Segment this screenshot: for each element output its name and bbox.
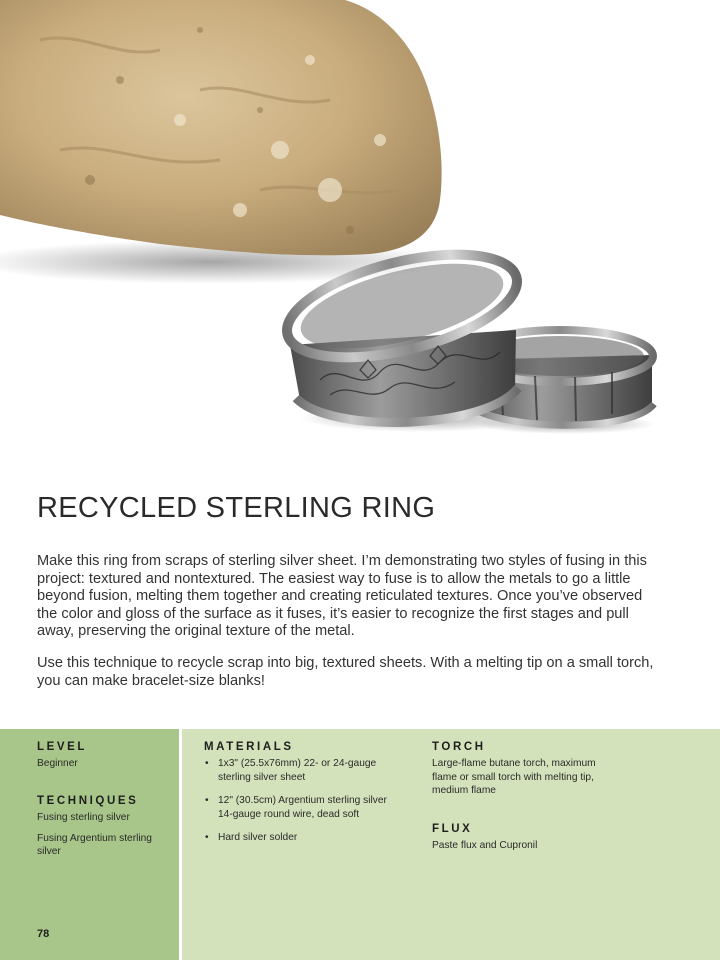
intro-text [37, 553, 657, 704]
flux-heading: FLUX [432, 823, 473, 835]
techniques-heading: TECHNIQUES [37, 795, 139, 807]
materials-list [204, 757, 404, 845]
level-section [37, 741, 172, 771]
intro-paragraph-1: Make this ring from scraps of sterling silver sheet. I’m demonstrating two styles of fusing in this project: textured and nontextured. The easiest way to fuse is to allow the metals to go a little beyond fusion, melting them together and creating reticulated textures. Once you’ve observed the color and gloss of the surface as it fuses, it’s easier to recognize the first stages and pull away, preserving the original texture of the metal. [37, 553, 647, 640]
flux-section [432, 823, 612, 853]
material-item: • 12" (30.5cm) Argentium sterling silver 14-gauge round wire, dead soft [204, 794, 404, 821]
level-heading: LEVEL [37, 741, 88, 753]
materials-section [204, 741, 404, 855]
technique-item: Fusing sterling silver [37, 812, 130, 823]
torch-section [432, 741, 612, 798]
intro-paragraph-2: Use this technique to recycle scrap into big, textured sheets. With a melting tip on a small torch, you can make bracelet-size blanks! [37, 654, 654, 689]
rings-on-rock-illustration [0, 0, 720, 470]
page-title: RECYCLED STERLING RING [37, 492, 436, 524]
hero-photo [0, 0, 720, 470]
torch-value: Large-flame butane torch, maximum flame or small torch with melting tip, medium flame [432, 758, 596, 797]
material-item: • Hard silver solder [204, 831, 404, 845]
page-number: 78 [37, 928, 50, 940]
technique-item: Fusing Argentium sterling silver [37, 832, 152, 858]
techniques-section [37, 795, 172, 866]
level-value: Beginner [37, 758, 78, 769]
torch-heading: TORCH [432, 741, 486, 753]
panel-divider [179, 729, 182, 960]
materials-heading: MATERIALS [204, 741, 294, 753]
material-item: • 1x3" (25.5x76mm) 22- or 24-gauge sterling silver sheet [204, 757, 404, 784]
flux-value: Paste flux and Cupronil [432, 840, 538, 851]
